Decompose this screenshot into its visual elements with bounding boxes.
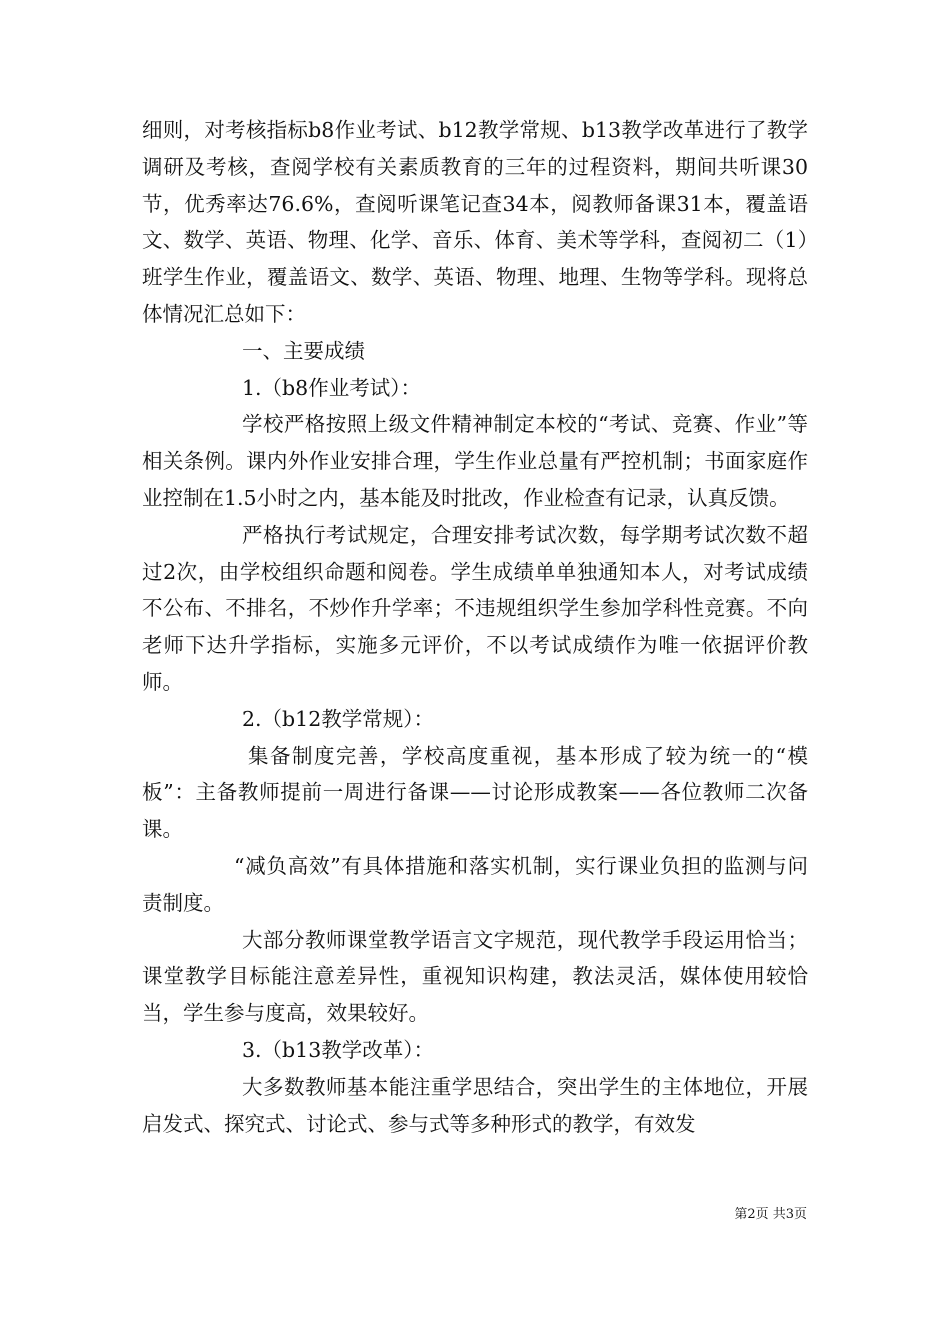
paragraph-lesson-prep: 集备制度完善，学校高度重视，基本形成了较为统一的“模板”：主备教师提前一周进行备课——讨论形成教案——各位教师二次备课。 xyxy=(142,743,808,842)
subheading-b12: 2.（b12教学常规）： xyxy=(242,706,435,731)
paragraph-classroom: 大部分教师课堂教学语言文字规范，现代教学手段运用恰当；课堂教学目标能注意差异性，重视知识构建，教法灵活，媒体使用较恰当，学生参与度高，效果较好。 xyxy=(142,927,808,1026)
paragraph-burden-reduction: “减负高效”有具体措施和落实机制，实行课业负担的监测与问责制度。 xyxy=(142,853,808,915)
subheading-b13: 3.（b13教学改革）： xyxy=(242,1037,435,1062)
section-heading-achievements: 一、主要成绩 xyxy=(242,338,365,363)
paragraph-intro: 细则，对考核指标b8作业考试、b12教学常规、b13教学改革进行了教学调研及考核，查阅学校有关素质教育的三年的过程资料，期间共听课30节，优秀率达76.6%，查阅听课笔记查34本，阅教师备课31本，覆盖语文、数学、英语、物理、化学、音乐、体育、美术等学科，查阅初二（1）班学生作业，覆盖语文、数学、英语、物理、地理、生物等学科。现将总体情况汇总如下： xyxy=(142,118,808,326)
subheading-b8: 1.（b8作业考试）： xyxy=(242,375,421,400)
paragraph-reform: 大多数教师基本能注重学思结合，突出学生的主体地位，开展启发式、探究式、讨论式、参与式等多种形式的教学，有效发 xyxy=(142,1074,808,1136)
paragraph-exams: 严格执行考试规定，合理安排考试次数，每学期考试次数不超过2次，由学校组织命题和阅卷。学生成绩单单独通知本人，对考试成绩不公布、不排名，不炒作升学率；不违规组织学生参加学科性竞赛。不向老师下达升学指标，实施多元评价，不以考试成绩作为唯一依据评价教师。 xyxy=(142,522,808,694)
document-body xyxy=(142,112,808,1142)
page-number-footer: 第2页 共3页 xyxy=(734,1207,807,1222)
paragraph-homework: 学校严格按照上级文件精神制定本校的“考试、竞赛、作业”等相关条例。课内外作业安排合理，学生作业总量有严控机制；书面家庭作业控制在1.5小时之内，基本能及时批改，作业检查有记录，认真反馈。 xyxy=(142,412,808,510)
